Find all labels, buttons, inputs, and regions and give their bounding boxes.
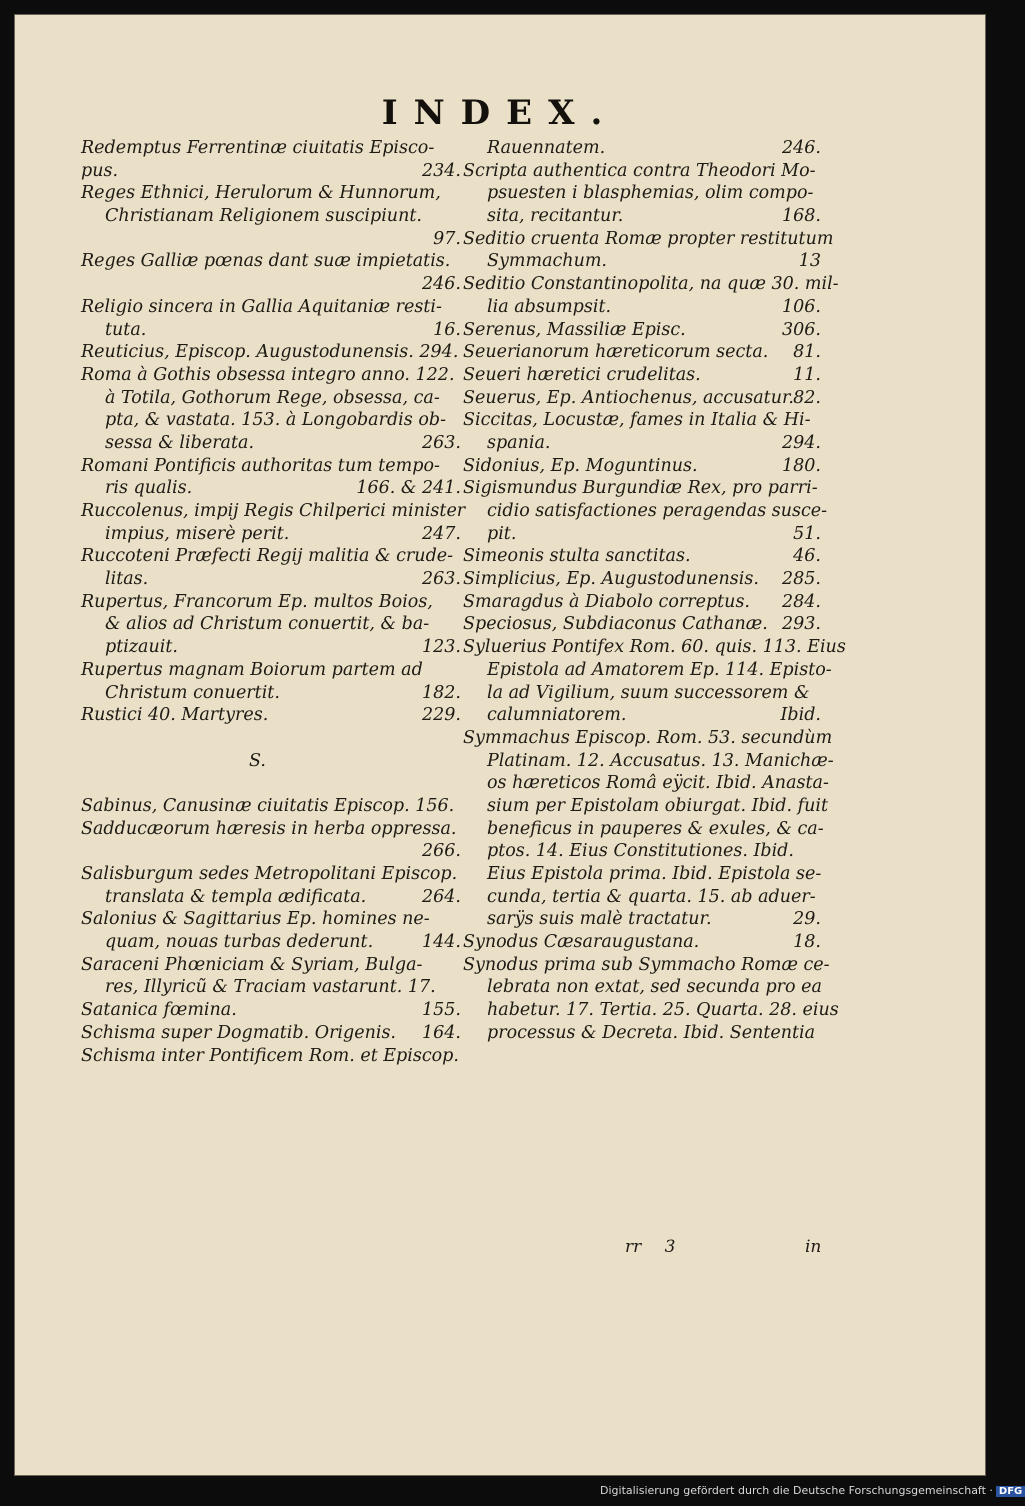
entry-text: Simeonis stulta sanctitas. — [463, 546, 691, 567]
index-line — [81, 500, 466, 523]
page-reference: 182. — [422, 682, 461, 703]
page-reference: 180. — [782, 455, 821, 476]
page-reference: 284. — [782, 591, 821, 612]
index-line — [81, 545, 461, 568]
entry-text: Ruccoteni Præfecti Regij malitia & crude- — [81, 546, 454, 567]
index-line — [81, 840, 461, 863]
index-line — [81, 477, 461, 500]
entry-text: lia absumpsit. — [487, 296, 612, 317]
index-line — [81, 387, 461, 410]
index-line — [81, 682, 461, 705]
entry-text: Satanica fœmina. — [81, 1000, 237, 1021]
digitization-credit — [600, 1484, 1023, 1502]
index-line — [81, 704, 461, 727]
entry-text: Romani Pontificis authoritas tum tempo- — [81, 455, 440, 476]
entry-text: Simplicius, Ep. Augustodunensis. — [463, 569, 759, 590]
index-line — [81, 273, 461, 296]
index-line — [463, 545, 821, 568]
index-line — [81, 205, 461, 228]
page-reference: 234. — [422, 160, 461, 181]
index-line — [81, 795, 461, 818]
page-reference: 294. — [782, 432, 821, 453]
entry-text: Symmachum. — [487, 251, 607, 272]
entry-text: ris qualis. — [105, 478, 193, 499]
index-line — [463, 727, 833, 750]
index-line — [463, 160, 821, 183]
index-line — [81, 931, 461, 954]
entry-text: Seueri hæretici crudelitas. — [463, 364, 701, 385]
entry-text: sita, recitantur. — [487, 206, 624, 227]
entry-text: Seuerus, Ep. Antiochenus, accusatur. — [463, 387, 794, 408]
section-letter — [81, 750, 461, 773]
index-line — [463, 341, 821, 364]
index-line — [463, 613, 821, 636]
entry-text: calumniatorem. — [487, 705, 627, 726]
index-line — [81, 908, 461, 931]
index-line — [463, 273, 839, 296]
entry-text: psuesten i blasphemias, olim compo- — [487, 183, 814, 204]
page-title: INDEX. — [381, 93, 619, 133]
index-line — [81, 772, 461, 795]
page-reference: 18. — [793, 932, 821, 953]
index-line — [463, 954, 830, 977]
entry-text: Ruccolenus, impij Regis Chilperici minister — [81, 501, 466, 521]
index-line — [81, 455, 461, 478]
entry-text: Reges Ethnici, Herulorum & Hunnorum, — [81, 183, 441, 204]
page-reference: 229. — [422, 705, 461, 726]
entry-text: Reges Galliæ pœnas dant suæ impietatis. — [81, 251, 451, 272]
page-reference: 123. — [422, 637, 461, 658]
index-line — [463, 250, 821, 273]
index-line — [463, 205, 821, 228]
entry-text: Serenus, Massiliæ Episc. — [463, 319, 686, 340]
page-reference: 144. — [422, 932, 461, 953]
index-column-right — [463, 137, 846, 1045]
index-line — [81, 296, 461, 319]
index-line — [463, 636, 846, 659]
catchword: in — [805, 1237, 822, 1257]
index-line — [463, 568, 821, 591]
entry-text: habetur. 17. Tertia. 25. Quarta. 28. eius — [487, 1000, 839, 1021]
page-reference: 264. — [422, 886, 461, 907]
entry-text: la ad Vigilium, suum successorem & — [487, 682, 810, 703]
entry-text: Speciosus, Subdiaconus Cathanæ. — [463, 614, 768, 635]
page-reference: 285. — [782, 569, 821, 590]
index-line — [81, 319, 461, 342]
entry-text: & alios ad Christum conuertit, & ba- — [105, 614, 430, 635]
entry-text: à Totila, Gothorum Rege, obsessa, ca- — [105, 387, 440, 408]
page-reference: 155. — [422, 1000, 461, 1021]
page-reference: 11. — [793, 364, 821, 385]
index-line — [81, 818, 461, 841]
entry-text: Rupertus, Francorum Ep. multos Boios, — [81, 591, 433, 612]
index-line — [463, 750, 834, 773]
index-line — [463, 931, 821, 954]
entry-text: cunda, tertia & quarta. 15. ab aduer- — [487, 886, 816, 907]
index-line — [81, 976, 461, 999]
index-line — [81, 160, 461, 183]
index-line — [463, 659, 832, 682]
entry-text: Christum conuertit. — [105, 682, 280, 703]
index-line — [463, 364, 821, 387]
entry-text: sarÿs suis malè tractatur. — [487, 909, 712, 930]
entry-text: pus. — [81, 160, 119, 181]
entry-text: Schisma inter Pontificem Rom. et Episcop. — [81, 1045, 459, 1066]
page-reference: 306. — [782, 319, 821, 340]
entry-text: Epistola ad Amatorem Ep. 114. Episto- — [487, 659, 832, 680]
index-line — [463, 976, 821, 999]
entry-text: Synodus Cæsaraugustana. — [463, 932, 700, 953]
index-line — [81, 523, 461, 546]
entry-text: Sabinus, Canusinæ ciuitatis Episcop. 156. — [81, 795, 455, 816]
index-line — [463, 296, 821, 319]
entry-text: Redemptus Ferrentinæ ciuitatis Episco- — [81, 138, 435, 158]
page-reference: 51. — [793, 523, 821, 544]
entry-text: Roma à Gothis obsessa integro anno. 122. — [81, 364, 455, 385]
index-line — [463, 704, 821, 727]
entry-text: beneficus in pauperes & exules, & ca- — [487, 818, 824, 839]
index-line — [81, 137, 461, 160]
page-reference: 263. — [422, 432, 461, 453]
index-line — [463, 319, 821, 342]
index-line — [81, 591, 461, 614]
index-line — [463, 908, 821, 931]
index-line — [81, 228, 461, 251]
page-reference: 293. — [782, 614, 821, 635]
page-reference: Ibid. — [780, 705, 821, 726]
index-line — [463, 432, 821, 455]
index-line — [81, 364, 461, 387]
index-line — [463, 818, 824, 841]
index-line — [81, 409, 461, 432]
entry-text: impius, miserè perit. — [105, 523, 290, 544]
index-line — [463, 137, 821, 160]
index-line — [463, 863, 821, 886]
entry-text: Rauennatem. — [487, 138, 606, 158]
index-line — [81, 613, 461, 636]
entry-text: ptos. 14. Eius Constitutiones. Ibid. — [487, 841, 794, 862]
entry-text: Sadducæorum hæresis in herba oppressa. — [81, 818, 457, 839]
entry-text: Rustici 40. Martyres. — [81, 705, 269, 726]
index-line — [463, 795, 828, 818]
index-line — [81, 568, 461, 591]
page-reference: 164. — [422, 1022, 461, 1043]
entry-text: Eius Epistola prima. Ibid. Epistola se- — [487, 864, 822, 884]
entry-text: Platinam. 12. Accusatus. 13. Manichæ- — [487, 750, 834, 771]
entry-text: os hæreticos Româ eÿcit. Ibid. Anasta- — [487, 773, 829, 794]
index-line — [81, 863, 461, 886]
entry-text: S. — [249, 750, 266, 771]
index-line — [463, 772, 829, 795]
entry-text: Salisburgum sedes Metropolitani Episcop. — [81, 864, 458, 884]
index-line — [463, 182, 821, 205]
entry-text: sium per Epistolam obiurgat. Ibid. fuit — [487, 795, 828, 816]
index-line — [81, 182, 461, 205]
entry-text: Schisma super Dogmatib. Origenis. — [81, 1022, 396, 1043]
index-line — [463, 682, 821, 705]
entry-text: Seditio cruenta Romæ propter restitutum — [463, 228, 834, 249]
page-reference: 13 — [798, 251, 821, 272]
entry-text: Sidonius, Ep. Moguntinus. — [463, 455, 698, 476]
entry-text: Christianam Religionem suscipiunt. — [105, 206, 422, 227]
entry-text: cidio satisfactiones peragendas susce- — [487, 501, 828, 521]
entry-text: Saraceni Phœniciam & Syriam, Bulga- — [81, 954, 423, 975]
page-reference: 16. — [433, 319, 461, 340]
entry-text: Seditio Constantinopolita, na quæ 30. mil- — [463, 274, 839, 295]
index-line — [463, 500, 828, 523]
index-line — [463, 1022, 821, 1045]
index-line — [81, 432, 461, 455]
index-line — [463, 840, 821, 863]
index-line — [463, 477, 821, 500]
index-line — [463, 523, 821, 546]
entry-text: litas. — [105, 569, 149, 590]
page-reference: 263. — [422, 569, 461, 590]
entry-text: Seuerianorum hæreticorum secta. — [463, 342, 769, 363]
page-reference: 247. — [422, 523, 461, 544]
index-line — [81, 886, 461, 909]
entry-text: pta, & vastata. 153. à Longobardis ob- — [105, 410, 446, 431]
entry-text: Siccitas, Locustæ, fames in Italia & Hi- — [463, 410, 811, 431]
entry-text: Synodus prima sub Symmacho Romæ ce- — [463, 954, 830, 975]
index-line — [81, 999, 461, 1022]
entry-text: tuta. — [105, 319, 147, 340]
page-reference: 46. — [793, 546, 821, 567]
entry-text: sessa & liberata. — [105, 432, 255, 453]
entry-text: Scripta authentica contra Theodori Mo- — [463, 160, 816, 181]
index-line — [463, 999, 839, 1022]
page-reference: 166. & 241. — [356, 478, 461, 499]
book-page — [14, 14, 986, 1476]
index-line — [81, 727, 461, 750]
entry-text: Religio sincera in Gallia Aquitaniæ resti- — [81, 296, 442, 317]
page-reference: 29. — [793, 909, 821, 930]
index-line — [463, 409, 821, 432]
page-reference: 246. — [422, 274, 461, 295]
index-line — [81, 1022, 461, 1045]
index-line — [81, 954, 461, 977]
entry-text: Sigismundus Burgundiæ Rex, pro parri- — [463, 478, 818, 499]
page-reference: 97. — [433, 228, 461, 249]
entry-text: processus & Decreta. Ibid. Sententia — [487, 1022, 816, 1043]
entry-text: lebrata non extat, sed secunda pro ea — [487, 977, 822, 998]
index-line — [81, 1045, 461, 1068]
page-reference: 81. — [793, 342, 821, 363]
dfg-logo: DFG — [996, 1486, 1025, 1497]
entry-text: quam, nouas turbas dederunt. — [105, 932, 374, 953]
index-line — [81, 250, 461, 273]
page-reference: 106. — [782, 296, 821, 317]
entry-text: Symmachus Episcop. Rom. 53. secundùm — [463, 727, 833, 748]
index-line — [81, 659, 461, 682]
page-reference: 82. — [793, 387, 821, 408]
index-line — [463, 886, 821, 909]
credit-text: Digitalisierung gefördert durch die Deutsche Forschungsgemeinschaft · — [600, 1484, 993, 1497]
index-line — [463, 387, 821, 410]
entry-text: pit. — [487, 523, 517, 544]
entry-text: ptizauit. — [105, 637, 178, 658]
entry-text: translata & templa ædificata. — [105, 886, 367, 907]
index-column-left — [81, 137, 466, 1067]
entry-text: Reuticius, Episcop. Augustodunensis. 294. — [81, 342, 459, 363]
index-line — [463, 228, 834, 251]
index-line — [463, 455, 821, 478]
entry-text: Rupertus magnam Boiorum partem ad — [81, 659, 423, 680]
entry-text: Syluerius Pontifex Rom. 60. quis. 113. Eius — [463, 637, 846, 658]
entry-text: Salonius & Sagittarius Ep. homines ne- — [81, 909, 430, 930]
index-line — [81, 636, 461, 659]
signature-mark: rr 3 — [625, 1237, 676, 1257]
entry-text: Smaragdus à Diabolo correptus. — [463, 591, 750, 612]
index-line — [463, 591, 821, 614]
entry-text: res, Illyricũ & Traciam vastarunt. 17. — [105, 977, 436, 998]
index-line — [81, 341, 461, 364]
page-reference: 168. — [782, 206, 821, 227]
page-reference: 246. — [782, 138, 821, 158]
entry-text: spania. — [487, 432, 551, 453]
page-reference: 266. — [422, 841, 461, 862]
